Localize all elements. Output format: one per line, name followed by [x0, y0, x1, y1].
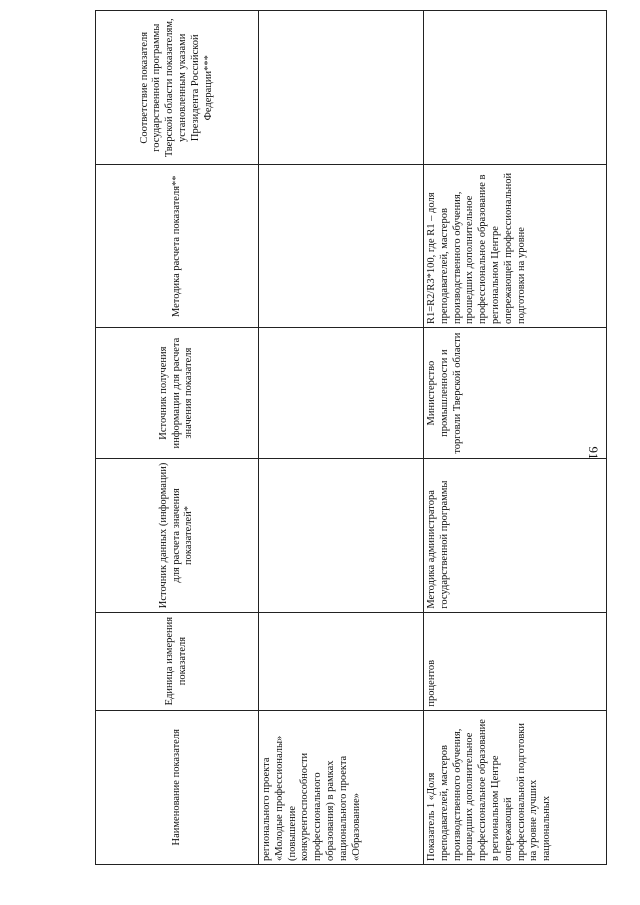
table-cell: Министерство промышленности и торговли Тверской области — [424, 328, 607, 459]
table-row — [424, 11, 607, 865]
table-cell — [259, 612, 424, 710]
table-cell: процентов — [424, 612, 607, 710]
table-cell: Методика администратора государственной программы — [424, 459, 607, 612]
header-cell: Единица измерения показателя — [96, 612, 259, 710]
table-cell — [259, 165, 424, 328]
indicator-table — [95, 10, 607, 865]
table-cell: регионального проекта «Молодые профессионалы» (повышение конкурентоспособности профессионального образования) в рамках национального проекта «Образование» — [259, 710, 424, 864]
table-cell — [259, 459, 424, 612]
table-cell — [259, 328, 424, 459]
header-cell: Наименование показателя — [96, 710, 259, 864]
table-cell: Показатель 1 «Доля преподавателей, мастеров производственного обучения, прошедших дополнительное профессиональное образование в региональном Центре опережающей профессиональной подготовки на уровне лучших национальных — [424, 710, 607, 864]
table-row — [259, 11, 424, 865]
table-cell: R1=R2/R3*100, где R1 – доля преподавателей, мастеров производственного обучения, прошедших дополнительное профессиональное образование в региональном Центре опережающей профессиональной подготовки на уровне — [424, 165, 607, 328]
header-cell: Методика расчета показателя** — [96, 165, 259, 328]
table-header-row — [96, 11, 259, 865]
header-cell: Источник получения информации для расчета значения показателя — [96, 328, 259, 459]
header-cell: Источник данных (информации) для расчета значения показателей* — [96, 459, 259, 612]
header-cell: Соответствие показателя государственной программы Тверской области показателям, установленным указами Президента Российской Федерации*** — [96, 11, 259, 166]
table-cell — [424, 11, 607, 166]
table-cell — [259, 11, 424, 166]
page-number: 91 — [586, 446, 601, 460]
